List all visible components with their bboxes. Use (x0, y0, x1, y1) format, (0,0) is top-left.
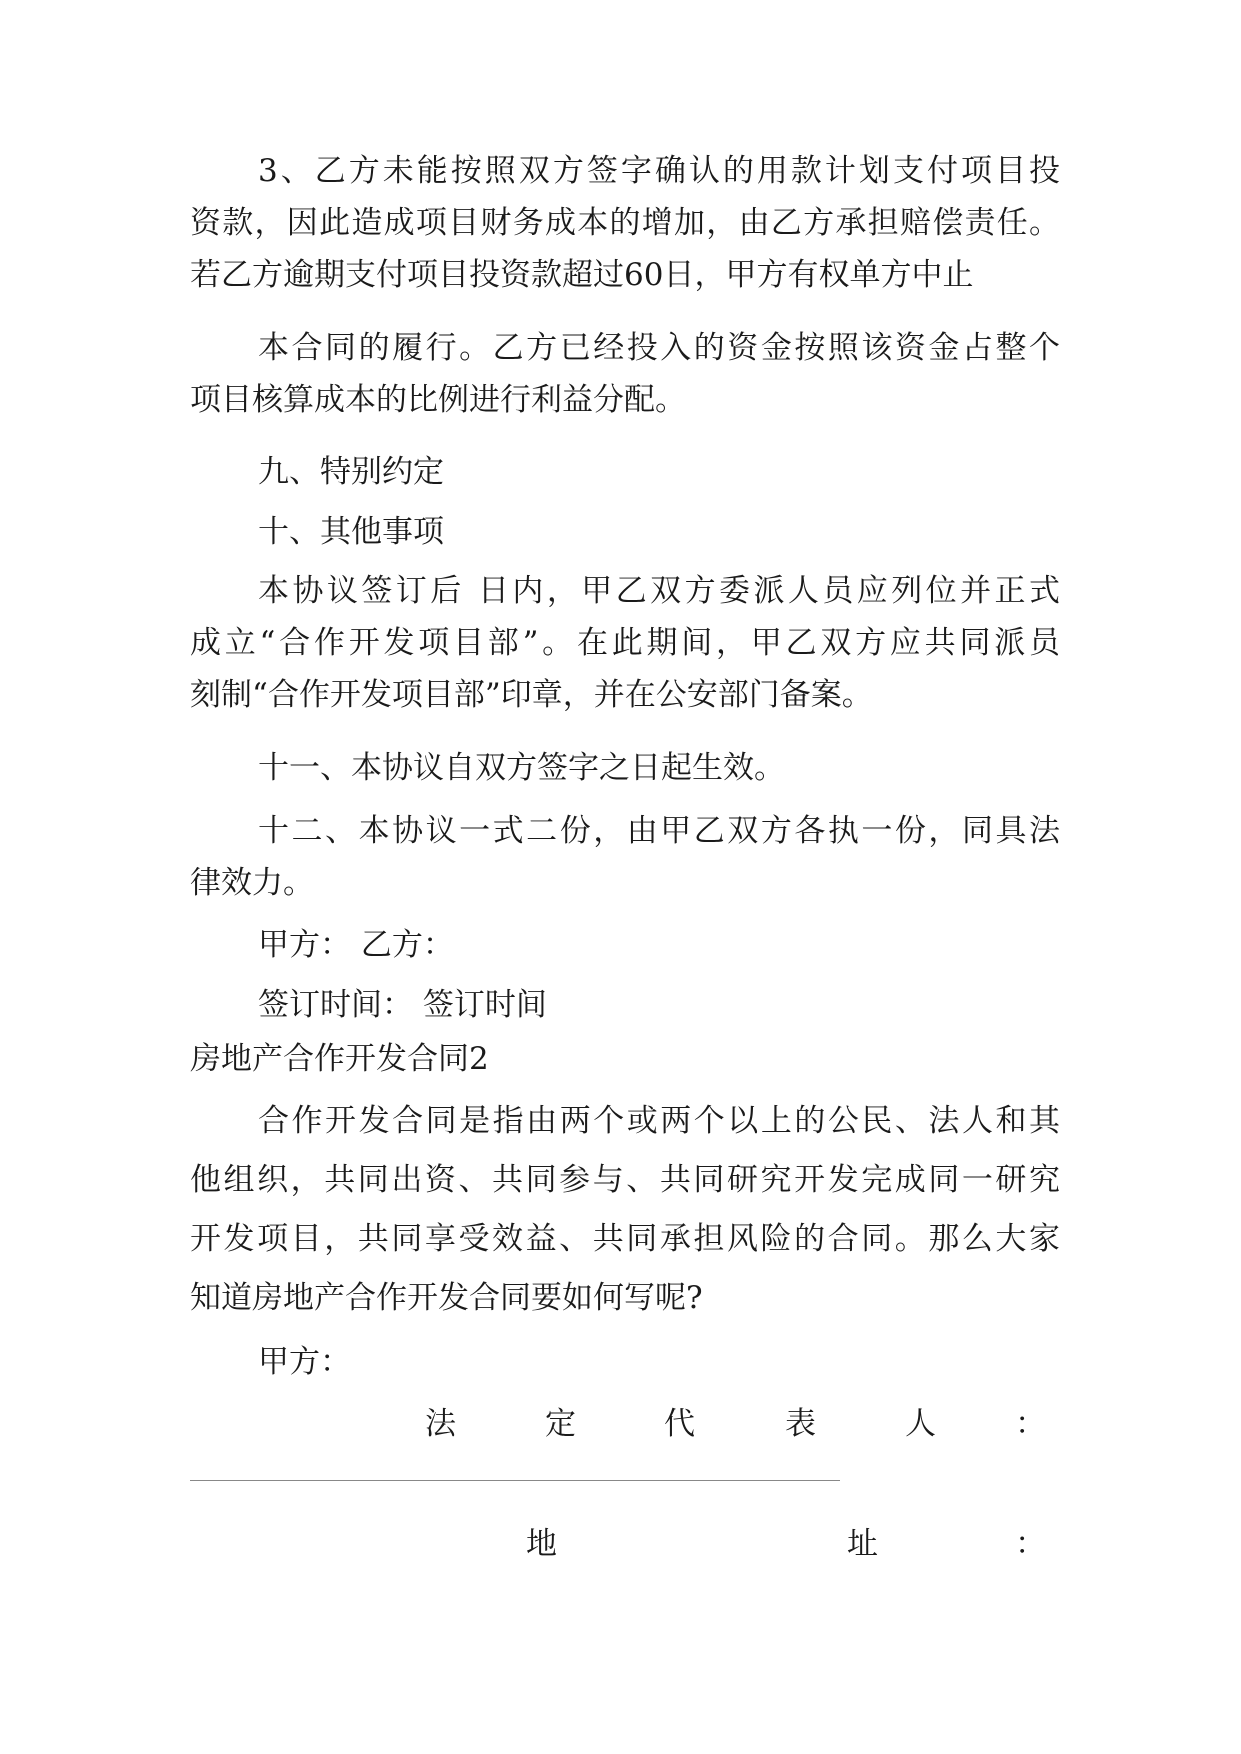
legal-rep-char: 人 (905, 1406, 936, 1442)
legal-rep-char: 法 (425, 1406, 456, 1442)
paragraph-line: 他组织，共同出资、共同参与、共同研究开发完成同一研究 (190, 1162, 1060, 1198)
paragraph-line: 若乙方逾期支付项目投资款超过60日，甲方有权单方中止 (190, 257, 974, 293)
paragraph-line: 知道房地产合作开发合同要如何写呢? (190, 1280, 703, 1316)
paragraph-line: 开发项目，共同享受效益、共同承担风险的合同。那么大家 (190, 1221, 1060, 1257)
paragraph-line: 成立“合作开发项目部”。在此期间，甲乙双方应共同派员 (190, 625, 1060, 661)
paragraph-line: 项目核算成本的比例进行利益分配。 (190, 382, 686, 418)
paragraph-line: 十一、本协议自双方签字之日起生效。 (258, 750, 785, 786)
document-title: 房地产合作开发合同2 (190, 1041, 489, 1077)
party-a-label: 甲方： (258, 1344, 351, 1380)
paragraph-line: 律效力。 (190, 865, 314, 901)
paragraph-line: 本合同的履行。乙方已经投入的资金按照该资金占整个 (258, 330, 1060, 366)
legal-rep-char: 定 (545, 1406, 576, 1442)
section-heading: 九、特别约定 (258, 454, 444, 490)
signature-line: 甲方： 乙方： (258, 927, 454, 963)
address-char: 址 (847, 1526, 878, 1562)
paragraph-line: 本协议签订后 日内，甲乙双方委派人员应列位并正式 (258, 573, 1060, 609)
paragraph-line: 合作开发合同是指由两个或两个以上的公民、法人和其 (258, 1103, 1060, 1139)
paragraph-line: 刻制“合作开发项目部”印章，并在公安部门备案。 (190, 677, 873, 713)
legal-rep-char: 代 (664, 1406, 695, 1442)
address-char: 地 (526, 1526, 557, 1562)
paragraph-line: 3、乙方未能按照双方签字确认的用款计划支付项目投 (258, 153, 1060, 189)
signature-underline (190, 1480, 840, 1481)
signing-date-line: 签订时间： 签订时间 (258, 987, 547, 1023)
legal-rep-char: 表 (785, 1406, 816, 1442)
paragraph-line: 资款，因此造成项目财务成本的增加，由乙方承担赔偿责任。 (190, 205, 1060, 241)
legal-rep-colon: ： (1015, 1406, 1046, 1442)
section-heading: 十、其他事项 (258, 514, 444, 550)
paragraph-line: 十二、本协议一式二份，由甲乙双方各执一份，同具法 (258, 813, 1060, 849)
address-colon: ： (1015, 1526, 1046, 1562)
